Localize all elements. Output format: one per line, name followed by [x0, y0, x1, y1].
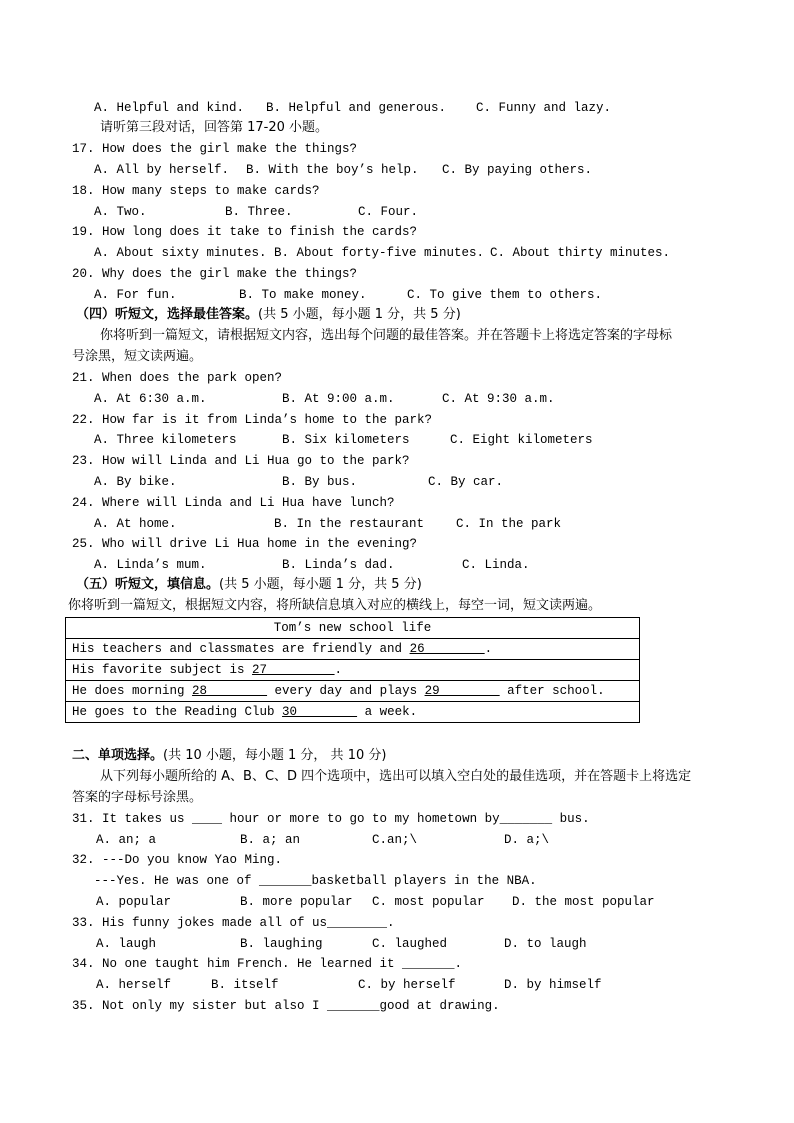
- q24-option-b: B. In the restaurant: [274, 517, 425, 531]
- q35-stem: 35. Not only my sister but also I _______good at drawing.: [72, 999, 500, 1013]
- q31-options: [94, 832, 734, 848]
- table-row: [66, 681, 640, 702]
- q31-option-a: A. an; a: [96, 833, 157, 847]
- blank-26: 26________: [409, 642, 485, 656]
- part4-score-note: (共 5 小题，每小题 1 分，共 5 分): [258, 307, 461, 322]
- table-row: [66, 618, 640, 639]
- q24-option-a: A. At home.: [94, 517, 177, 531]
- q33-option-a: A. laugh: [96, 937, 157, 951]
- q20-option-b: B. To make money.: [239, 288, 367, 302]
- q19-stem: 19. How long does it take to finish the cards?: [72, 225, 418, 239]
- q21-option-c: C. At 9:30 a.m.: [442, 392, 555, 406]
- part5-title: （五）听短文，填信息。: [76, 577, 220, 592]
- q31-option-b: B. a; an: [240, 833, 301, 847]
- table-cell: [66, 681, 640, 702]
- part5-instruction: 你将听到一篇短文，根据短文内容，将所缺信息填入对应的横线上，每空一词，短文读两遍。: [68, 598, 602, 613]
- q34-option-a: A. herself: [96, 978, 172, 992]
- q32-option-a: A. popular: [96, 895, 172, 909]
- q20-stem: 20. Why does the girl make the things?: [72, 267, 358, 281]
- q17-option-b: B. With the boy’s help.: [246, 163, 419, 177]
- q31-option-d: D. a;\: [504, 833, 550, 847]
- table-cell: [66, 702, 640, 723]
- dialog3-instruction: 请听第三段对话，回答第 17-20 小题。: [100, 120, 329, 135]
- q23-option-b: B. By bus.: [282, 475, 358, 489]
- q21-stem: 21. When does the park open?: [72, 371, 283, 385]
- q22-stem: 22. How far is it from Linda’s home to the park?: [72, 413, 433, 427]
- q24-option-c: C. In the park: [456, 517, 562, 531]
- q31-stem: 31. It takes us ____ hour or more to go to my hometown by_______ bus.: [72, 812, 590, 826]
- table-row: [66, 660, 640, 681]
- part4-instruction-line1: 你将听到一篇短文，请根据短文内容，选出每个问题的最佳答案。并在答题卡上将选定答案的字母标: [100, 328, 673, 343]
- q34-option-c: C. by herself: [358, 978, 456, 992]
- q17-stem: 17. How does the girl make the things?: [72, 142, 358, 156]
- q17-option-a: A. All by herself.: [94, 163, 230, 177]
- q22-option-c: C. Eight kilometers: [450, 433, 593, 447]
- blank-27: 27_________: [252, 663, 335, 677]
- q32-option-d: D. the most popular: [512, 895, 655, 909]
- blank-29: 29________: [424, 684, 500, 698]
- part4-instruction-line2: 号涂黑，短文读两遍。: [72, 349, 203, 364]
- q21-options: [94, 391, 734, 407]
- q25-option-a: A. Linda’s mum.: [94, 558, 207, 572]
- q21-option-b: B. At 9:00 a.m.: [282, 392, 395, 406]
- q22-options: [94, 432, 734, 448]
- table-row: [66, 702, 640, 723]
- info-table: [65, 617, 640, 723]
- q33-option-b: B. laughing: [240, 937, 323, 951]
- q34-stem: 34. No one taught him French. He learned it _______.: [72, 957, 463, 971]
- q23-option-c: C. By car.: [428, 475, 504, 489]
- table-header-cell: Tom’s new school life: [66, 618, 640, 639]
- q32-options: [94, 894, 734, 910]
- q19-option-c: C. About thirty minutes.: [490, 246, 671, 260]
- part4-title: （四）听短文，选择最佳答案。: [76, 307, 259, 322]
- table-cell: [66, 639, 640, 660]
- part2-title: 二、单项选择。: [72, 748, 164, 763]
- table-text: He does morning: [72, 684, 193, 698]
- q20-options: [94, 287, 734, 303]
- q16-option-a: A. Helpful and kind.: [94, 101, 245, 115]
- q34-option-b: B. itself: [211, 978, 279, 992]
- q32-option-c: C. most popular: [372, 895, 485, 909]
- q32-option-b: B. more popular: [240, 895, 353, 909]
- q20-option-c: C. To give them to others.: [407, 288, 603, 302]
- q31-option-c: C.an;\: [372, 833, 418, 847]
- table-row: [66, 639, 640, 660]
- q22-option-b: B. Six kilometers: [282, 433, 410, 447]
- q20-option-a: A. For fun.: [94, 288, 177, 302]
- q23-stem: 23. How will Linda and Li Hua go to the park?: [72, 454, 410, 468]
- q19-option-b: B. About forty-five minutes.: [274, 246, 485, 260]
- table-cell: [66, 660, 640, 681]
- part4-heading: [76, 307, 461, 323]
- table-text: after school.: [499, 684, 605, 698]
- table-text: His favorite subject is: [72, 663, 253, 677]
- q25-option-b: B. Linda’s dad.: [282, 558, 395, 572]
- q33-option-c: C. laughed: [372, 937, 448, 951]
- q22-option-a: A. Three kilometers: [94, 433, 237, 447]
- table-text: .: [484, 642, 493, 656]
- q32-stem-line2: ---Yes. He was one of _______basketball players in the NBA.: [94, 874, 537, 888]
- q16-option-c: C. Funny and lazy.: [476, 101, 612, 115]
- q32-stem: 32. ---Do you know Yao Ming.: [72, 853, 283, 867]
- q25-option-c: C. Linda.: [462, 558, 530, 572]
- q19-option-a: A. About sixty minutes.: [94, 246, 267, 260]
- q16-options: [94, 100, 734, 116]
- q24-options: [94, 516, 734, 532]
- table-text: every day and plays: [267, 684, 425, 698]
- q17-option-c: C. By paying others.: [442, 163, 593, 177]
- q34-option-d: D. by himself: [504, 978, 602, 992]
- q33-option-d: D. to laugh: [504, 937, 587, 951]
- part5-score-note: (共 5 小题，每小题 1 分，共 5 分): [219, 577, 422, 592]
- q25-options: [94, 557, 734, 573]
- table-text: He goes to the Reading Club: [72, 705, 283, 719]
- q17-options: [94, 162, 734, 178]
- q18-option-c: C. Four.: [358, 205, 419, 219]
- q19-options: [94, 245, 734, 261]
- blank-30: 30________: [282, 705, 358, 719]
- q24-stem: 24. Where will Linda and Li Hua have lunch?: [72, 496, 395, 510]
- q18-options: [94, 204, 734, 220]
- q23-options: [94, 474, 734, 490]
- q34-options: [94, 977, 734, 993]
- q16-option-b: B. Helpful and generous.: [266, 101, 447, 115]
- table-text: a week.: [357, 705, 418, 719]
- q33-options: [94, 936, 734, 952]
- blank-28: 28________: [192, 684, 268, 698]
- part2-heading: [72, 748, 386, 764]
- q18-stem: 18. How many steps to make cards?: [72, 184, 320, 198]
- q23-option-a: A. By bike.: [94, 475, 177, 489]
- table-text: .: [334, 663, 343, 677]
- part5-heading: [76, 577, 422, 593]
- part2-instruction-line1: 从下列每小题所给的 A、B、C、D 四个选项中，选出可以填入空白处的最佳选项，并在答题卡上将选定: [100, 769, 692, 784]
- part2-score-note: (共 10 小题，每小题 1 分， 共 10 分): [163, 748, 387, 763]
- part2-instruction-line2: 答案的字母标号涂黑。: [72, 790, 203, 805]
- q18-option-a: A. Two.: [94, 205, 147, 219]
- q33-stem: 33. His funny jokes made all of us________.: [72, 916, 395, 930]
- q18-option-b: B. Three.: [225, 205, 293, 219]
- q25-stem: 25. Who will drive Li Hua home in the evening?: [72, 537, 418, 551]
- q21-option-a: A. At 6:30 a.m.: [94, 392, 207, 406]
- table-text: His teachers and classmates are friendly and: [72, 642, 410, 656]
